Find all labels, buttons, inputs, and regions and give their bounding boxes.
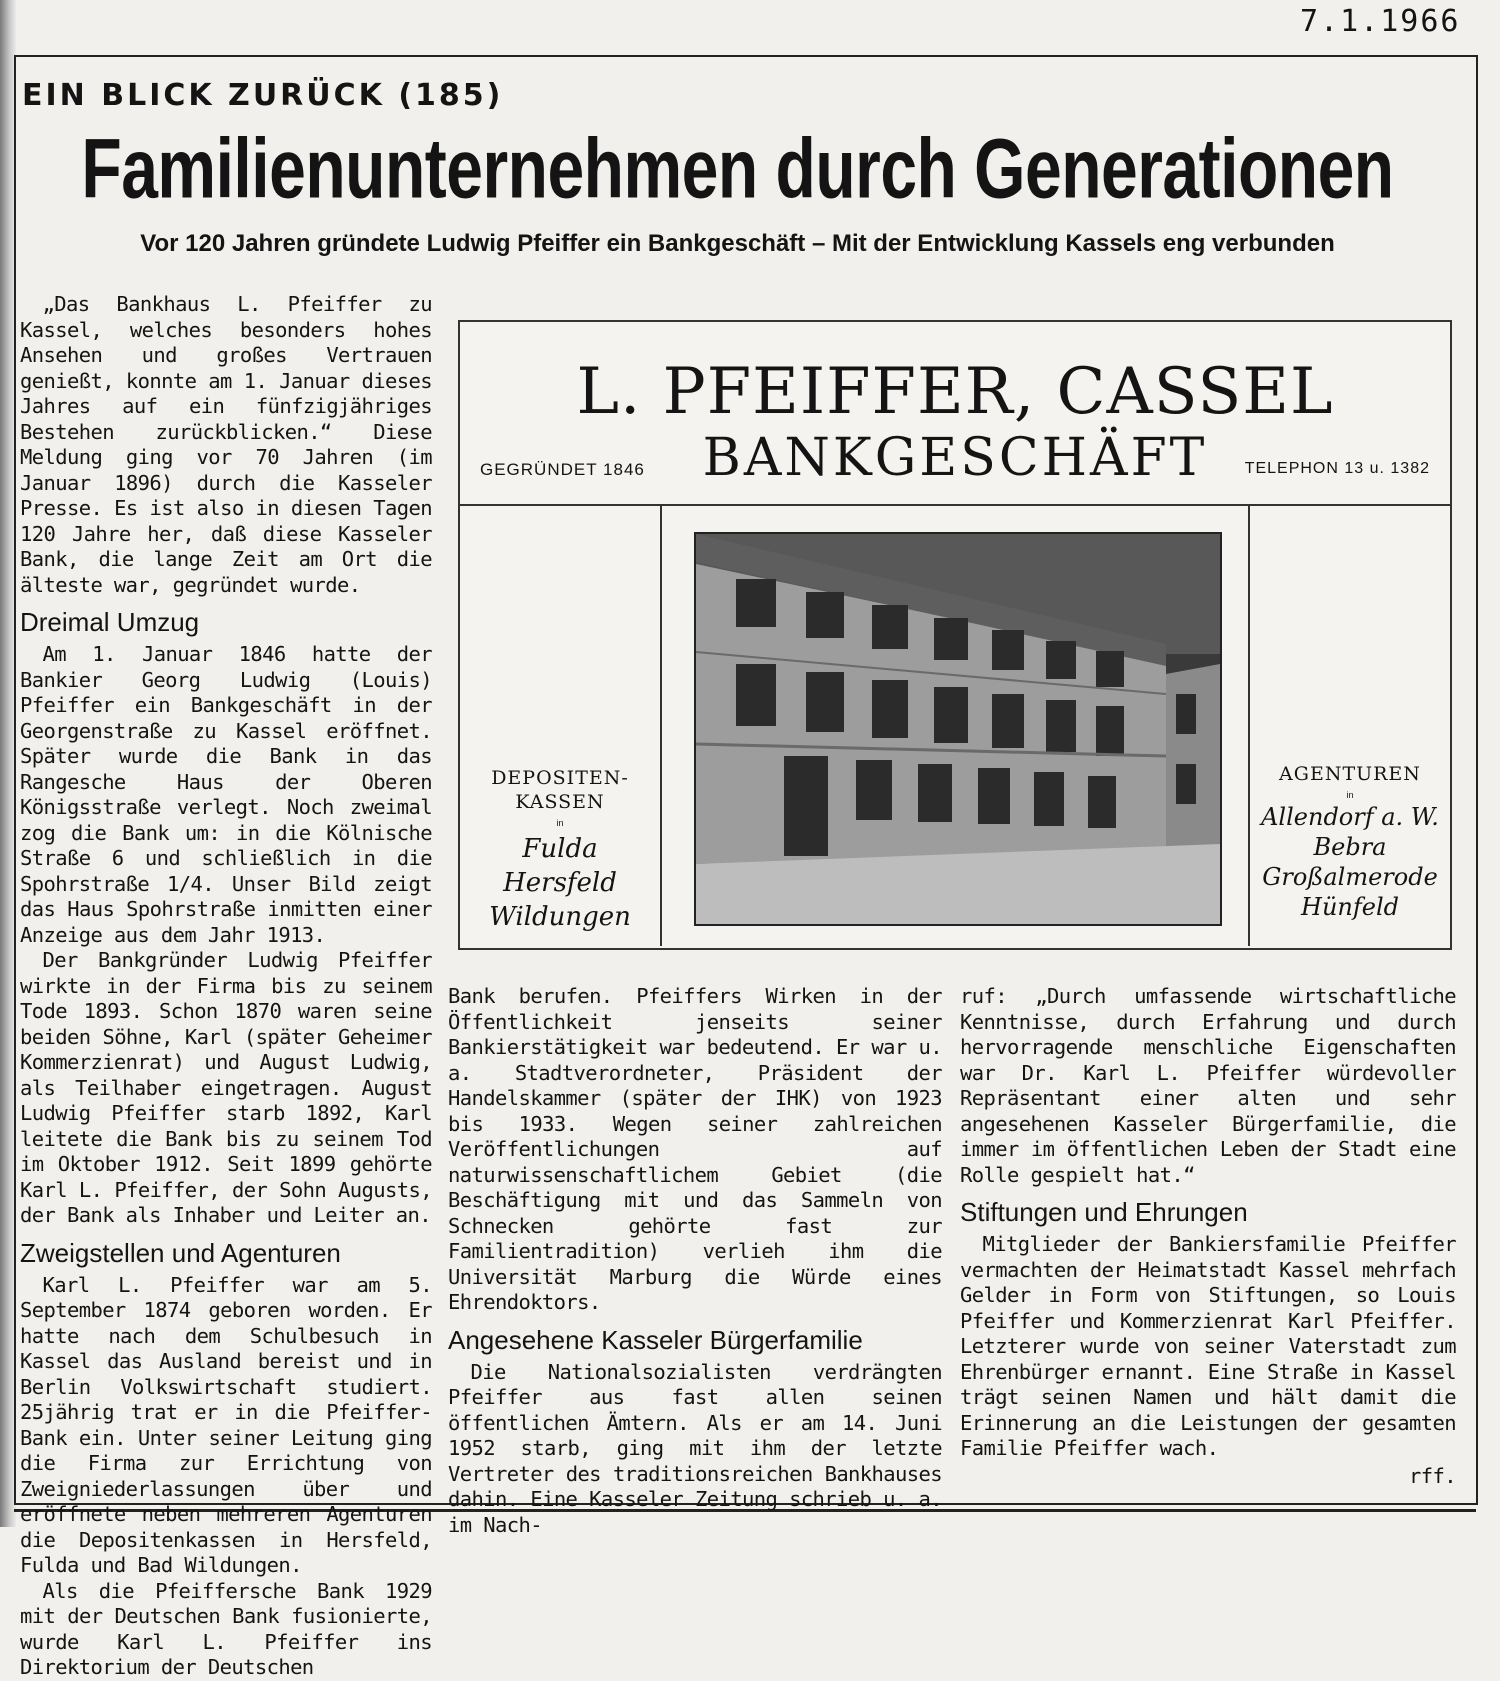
town: Bebra xyxy=(1313,833,1387,861)
author-signature: rff. xyxy=(1409,1463,1456,1488)
headline: Familienunternehmen durch Generationen xyxy=(81,120,1394,216)
paragraph: Am 1. Januar 1846 hatte der Bankier Georg Ludwig (Louis) Pfeiffer ein Bankgeschäft in der Georgenstraße zu Kassel eröffnet. Später wurde die Bank in das Rangesche Haus der Oberen Königsstraße verlegt. Noch zweimal zog die Bank um: in die Kölnische Straße 6 und schließlich in die Spohrstraße 1/4. Unser Bild zeigt das Haus Spohrstraße inmitten einer Anzeige aus dem Jahr 1913. xyxy=(20,642,432,947)
ad-telephone: TELEPHON 13 u. 1382 xyxy=(1244,460,1430,477)
column-1 xyxy=(20,292,432,1681)
ad-header xyxy=(460,322,1450,506)
paragraph: Mitglieder der Bankiersfamilie Pfeiffer vermachten der Heimatstadt Kassel mehrfach Gelder in Form von Stiftungen, so Louis Pfeiffer und Kommerzienrat Karl Pfeiffer. Letzterer wurde von seiner Vaterstadt zum Ehrenbürger ernannt. Eine Straße in Kassel trägt seinen Namen und hält damit die Erinnerung an die Leistungen der gesamten Familie Pfeiffer wach. xyxy=(960,1232,1456,1460)
bank-building-photo xyxy=(694,532,1222,926)
town: Hünfeld xyxy=(1301,893,1399,921)
paragraph: ruf: „Durch umfassende wirtschaftliche Kenntnisse, durch Erfahrung und durch hervorragende menschliche Eigenschaften war Dr. Karl L. Pfeiffer würdevoller Repräsentant einer alten und sehr angesehenen Kasseler Bürgerfamilie, die immer im öffentlichen Leben der Stadt eine Rolle gespielt hat.“ xyxy=(960,984,1456,1187)
section-heading-umzug: Dreimal Umzug xyxy=(20,607,200,637)
paragraph: Als die Pfeiffersche Bank 1929 mit der Deutschen Bank fusionierte, wurde Karl L. Pfeiffer ins Direktorium der Deutschen xyxy=(20,1578,432,1679)
ad-left-towns xyxy=(460,832,660,934)
town: Hersfeld xyxy=(503,868,617,898)
ad-right-heading: AGENTUREN xyxy=(1279,763,1421,785)
subheadline: Vor 120 Jahren gründete Ludwig Pfeiffer ein Bankgeschäft – Mit der Entwicklung Kassels eng verbunden xyxy=(140,230,1335,257)
ad-left-heading: DEPOSITEN- KASSEN xyxy=(491,767,629,813)
paragraph: Karl L. Pfeiffer war am 5. September 1874 geboren worden. Er hatte nach dem Schulbesuch in Kassel das Ausland bereist und in Berlin Volkswirtschaft studiert. 25jährig trat er in die Pfeiffer-Bank ein. Unter seiner Leitung ging die Firma zur Errichtung von Zweigniederlassungen über und eröffnete neben mehreren Agenturen die Depositenkassen in Hersfeld, Fulda und Bad Wildungen. xyxy=(20,1272,432,1577)
ad-depositenkassen xyxy=(460,506,662,946)
section-heading-zweigstellen: Zweigstellen und Agenturen xyxy=(20,1237,341,1268)
column-2 xyxy=(448,984,942,1538)
town: Großalmerode xyxy=(1262,863,1438,891)
ad-right-towns xyxy=(1250,802,1450,922)
building-illustration xyxy=(696,534,1220,924)
bank-advertisement xyxy=(458,320,1452,950)
column-3 xyxy=(960,984,1456,1489)
town: Fulda xyxy=(522,834,598,864)
section-heading-buergerfamilie: Angesehene Kasseler Bürgerfamilie xyxy=(448,1324,863,1355)
series-kicker: EIN BLICK ZURÜCK (185) xyxy=(22,78,504,113)
town: Wildungen xyxy=(489,902,631,932)
ad-bank-name: L. PFEIFFER, CASSEL xyxy=(576,355,1334,429)
ad-right-in: in xyxy=(1346,790,1354,800)
ad-founded: GEGRÜNDET 1846 xyxy=(480,460,645,479)
paragraph: Die Nationalsozialisten verdrängten Pfeiffer aus fast allen seinen öffentlichen Ämtern. Als er am 14. Juni 1952 starb, ging mit ihm der letzte Vertreter des traditionsreichen Bankhauses dahin. Eine Kasseler Zeitung schrieb u. a. im Nach- xyxy=(448,1359,942,1537)
intro-paragraph: „Das Bankhaus L. Pfeiffer zu Kassel, welches besonders hohes Ansehen und großes Vertrauen genießt, konnte am 1. Januar dieses Jahres auf ein fünfzigjähriges Bestehen zurückblicken.“ Diese Meldung ging vor 70 Jahren (im Januar 1896) durch die Kasseler Presse. Es ist also in diesen Tagen 120 Jahre her, daß diese Kasseler Bank, die lange Zeit am Ort die älteste war, gegründet wurde. xyxy=(20,292,432,597)
date-stamp: 7.1.1966 xyxy=(1300,4,1461,39)
town: Allendorf a. W. xyxy=(1261,803,1439,831)
paragraph: Der Bankgründer Ludwig Pfeiffer wirkte in der Firma bis zu seinem Tode 1893. Schon 1870 waren seine beiden Söhne, Karl (später Geheimer Kommerzienrat) und August Ludwig, als Teilhaber eingetragen. August Ludwig Pfeiffer starb 1892, Karl leitete die Bank bis zu seinem Tod im Oktober 1912. Seit 1899 gehörte Karl L. Pfeiffer, der Sohn Augusts, der Bank als Inhaber und Leiter an. xyxy=(20,948,432,1227)
paragraph: Bank berufen. Pfeiffers Wirken in der Öffentlichkeit jenseits seiner Bankierstätigkeit war bedeutend. Er war u. a. Stadtverordneter, Präsident der Handelskammer (später der IHK) von 1923 bis 1933. Wegen seiner zahlreichen Veröffentlichungen auf naturwissenschaftlichem Gebiet (die Beschäftigung mit und das Sammeln von Schnecken gehörte fast zur Familientradition) verlieh ihm die Universität Marburg die Würde eines Ehrendoktors. xyxy=(448,984,942,1314)
ad-left-in: in xyxy=(556,818,564,828)
section-heading-stiftungen: Stiftungen und Ehrungen xyxy=(960,1197,1248,1227)
ad-business-type: BANKGESCHÄFT xyxy=(702,428,1208,488)
ad-agenturen xyxy=(1248,506,1450,946)
